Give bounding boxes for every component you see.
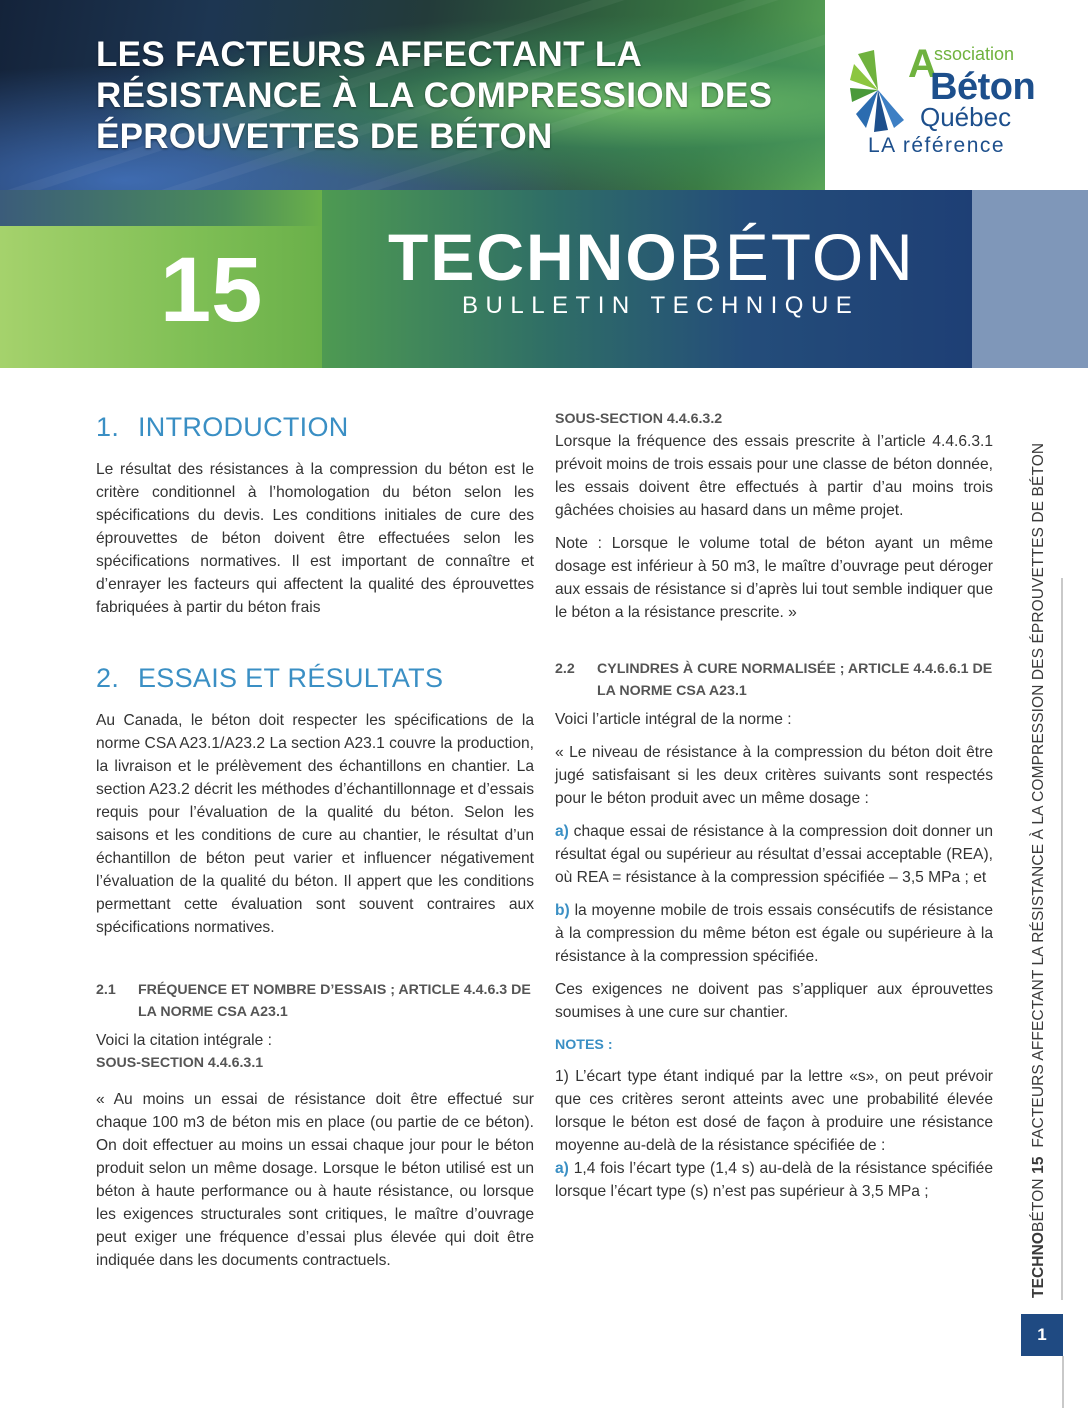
section-number: 2. bbox=[96, 663, 120, 693]
header-photo bbox=[0, 0, 825, 190]
sous-section-label: SOUS-SECTION 4.4.6.3.2 bbox=[555, 411, 723, 427]
association-logo bbox=[848, 40, 1058, 165]
note-paragraph: Note : Lorsque le volume total de béton ayant un même dosage est inférieur à 50 m3, le maître d’ouvrage peut déroger aux essais de résistance si d’après lui tout semble indiquer que le béton a la résistance prescrite. » bbox=[555, 535, 993, 621]
section-title: ESSAIS ET RÉSULTATS bbox=[138, 663, 444, 693]
criterion-text: la moyenne mobile de trois essais consécutifs de résistance à la compression du même béton est égale ou supérieure à la résistance à la compression spécifiée. bbox=[555, 902, 993, 965]
sidebar-brand-bold: TECHNO bbox=[1030, 1231, 1047, 1298]
sidebar-running-title bbox=[1030, 443, 1048, 1298]
sous-section-label: SOUS-SECTION 4.4.6.3.1 bbox=[96, 1055, 264, 1071]
subsection-title: CYLINDRES À CURE NORMALISÉE ; ARTICLE 4.4.6.6.1 DE LA NORME CSA A23.1 bbox=[597, 661, 993, 699]
exigences-paragraph: Ces exigences ne doivent pas s’appliquer aux éprouvettes soumises à une cure sur chantier. bbox=[555, 981, 993, 1021]
pinwheel-logo-icon bbox=[848, 40, 910, 135]
intro-paragraph: Le résultat des résistances à la compression du béton est le critère conditionnel à l’homologation du béton selon les spécifications du devis. Les conditions initiales de cure des éprouvettes de béton doivent être effectuées selon les spécifications normatives. Il est important de connaître et d’enrayer les facteurs qui affectent la qualité des éprouvettes fabriquées à partir du béton frais bbox=[96, 461, 534, 616]
logo-quebec: Québec bbox=[920, 102, 1012, 132]
document-title bbox=[96, 34, 796, 157]
subsection-heading-2-2 bbox=[555, 658, 993, 702]
sidebar-divider-bottom bbox=[1062, 1356, 1064, 1408]
section-heading-essais bbox=[96, 661, 534, 695]
title-line: LES FACTEURS AFFECTANT LA bbox=[96, 35, 643, 74]
section-number: 1. bbox=[96, 412, 120, 442]
section-title: INTRODUCTION bbox=[138, 412, 349, 442]
brand-bold: TECHNO bbox=[388, 220, 679, 294]
criterion-label: a) bbox=[555, 823, 569, 840]
page-number: 1 bbox=[1021, 1314, 1063, 1356]
brand-subtitle: BULLETIN TECHNIQUE bbox=[462, 292, 860, 319]
left-column bbox=[96, 408, 534, 1282]
accent-band bbox=[972, 190, 1088, 368]
criterion-text: chaque essai de résistance à la compression doit donner un résultat égal ou supérieur au résultat d’essai acceptable (REA), où REA = résistance à la compression spécifiée – 3,5 MPa ; et bbox=[555, 823, 993, 886]
citation-paragraph: « Au moins un essai de résistance doit être effectué sur chaque 100 m3 de béton mis en place (ou partie de ce béton). On doit effectuer au moins un essai chaque jour pour le béton produit selon un même dosage. Lorsque le béton utilisé est un béton à haute performance ou à haute résistance, ou lorsque les exigences structurales sont critiques, le maître d’ouvrage peut exiger une fréquence d’essai plus élevée qui doit être indiquée dans les documents contractuels. bbox=[96, 1091, 534, 1269]
article-paragraph: « Le niveau de résistance à la compression du béton doit être jugé satisfaisant si les deux critères suivants sont respectés pour le béton produit avec un même dosage : bbox=[555, 744, 993, 807]
article-intro: Voici l’article intégral de la norme : bbox=[555, 711, 792, 728]
sidebar-brand-light: BÉTON bbox=[1030, 1178, 1047, 1232]
subsection-heading-2-1 bbox=[96, 979, 534, 1023]
issue-band-top bbox=[0, 190, 322, 226]
section-heading-introduction bbox=[96, 410, 534, 444]
logo-beton: Béton bbox=[930, 66, 1036, 108]
note-text: 1,4 fois l’écart type (1,4 s) au-delà de la résistance spécifiée lorsque l’écart type (s) n’est pas supérieur à 3,5 MPa ; bbox=[555, 1160, 993, 1200]
note-label: a) bbox=[555, 1160, 569, 1177]
note-1-paragraph: 1) L’écart type étant indiqué par la lettre «s», on peut prévoir que ces critères seront atteints avec une probabilité élevée lorsque le béton est dosé de façon à produire une résistance moyenne au-delà de la résistance spécifiée de : bbox=[555, 1068, 993, 1154]
logo-tagline: LA référence bbox=[868, 134, 1006, 157]
sidebar-issue: 15 bbox=[1030, 1156, 1047, 1174]
right-column bbox=[555, 408, 993, 1213]
sous-section-paragraph: Lorsque la fréquence des essais prescrite à l’article 4.4.6.3.1 prévoit moins de trois essais pour une classe de béton donnée, les essais doivent être effectués à partir d’au moins trois gâchées choisies au hasard dans un même projet. bbox=[555, 433, 993, 519]
logo-a: A bbox=[908, 42, 937, 86]
subsection-number: 2.2 bbox=[555, 661, 575, 677]
criterion-b bbox=[555, 899, 993, 968]
criterion-a bbox=[555, 820, 993, 889]
criterion-label: b) bbox=[555, 902, 570, 919]
sidebar-title: FACTEURS AFFECTANT LA RÉSISTANCE À LA COMPRESSION DES ÉPROUVETTES DE BÉTON bbox=[1030, 442, 1047, 1148]
brand-light: BÉTON bbox=[678, 220, 915, 294]
title-line: RÉSISTANCE À LA COMPRESSION DES bbox=[96, 76, 773, 115]
note-1-a bbox=[555, 1157, 993, 1203]
logo-association: ssociation bbox=[934, 44, 1015, 64]
brand-title bbox=[388, 222, 915, 292]
issue-number: 15 bbox=[160, 239, 263, 341]
subsection-number: 2.1 bbox=[96, 982, 116, 998]
sidebar-divider bbox=[1061, 578, 1063, 1300]
subsection-title: FRÉQUENCE ET NOMBRE D’ESSAIS ; ARTICLE 4.4.6.3 DE LA NORME CSA A23.1 bbox=[138, 982, 531, 1020]
title-line: ÉPROUVETTES DE BÉTON bbox=[96, 117, 553, 156]
essais-paragraph: Au Canada, le béton doit respecter les spécifications de la norme CSA A23.1/A23.2 La section A23.1 couvre la production, la livraison et le prélèvement des échantillons en chantier. La section A23.2 décrit les méthodes d’échantillonnage et d’essais requis pour l’évaluation de la qualité du béton. Selon les saisons et les conditions de cure au chantier, le résultat d’un échantillon de béton peut varier et influencer négativement l’évaluation de la qualité du béton. Il appert que les conditions permettant cette évaluation sont souvent contraires aux spécifications normatives. bbox=[96, 712, 534, 936]
citation-intro: Voici la citation intégrale : bbox=[96, 1032, 272, 1049]
notes-heading: NOTES : bbox=[555, 1037, 613, 1053]
